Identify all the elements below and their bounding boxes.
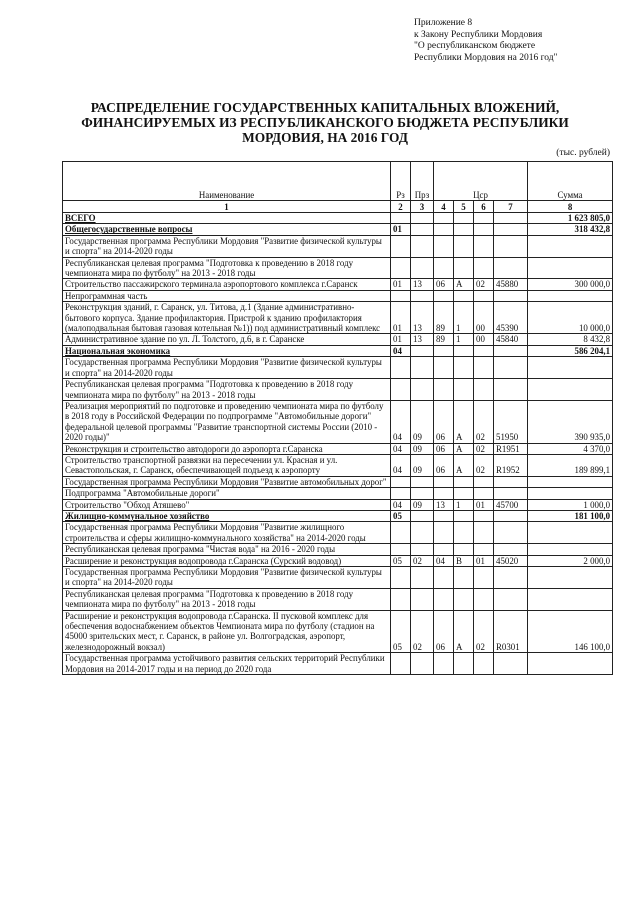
row-sum: 8 432,8 xyxy=(528,334,613,345)
row-prz: 09 xyxy=(411,400,434,443)
row-csr-sub: 1 xyxy=(454,499,474,510)
row-csr-sub xyxy=(454,257,474,279)
row-csr-program xyxy=(434,476,454,487)
row-csr-sub xyxy=(454,213,474,224)
row-csr-sub xyxy=(454,345,474,356)
row-csr-sub: А xyxy=(454,454,474,476)
row-prz: 13 xyxy=(411,334,434,345)
row-rz xyxy=(391,257,411,279)
row-csr-main xyxy=(474,544,494,555)
title-line: МОРДОВИЯ, НА 2016 ГОД xyxy=(242,130,408,145)
row-prz xyxy=(411,357,434,379)
row-csr-direction: R1952 xyxy=(494,454,528,476)
row-csr-main xyxy=(474,522,494,544)
row-sum: 10 000,0 xyxy=(528,302,613,334)
row-csr-program: 06 xyxy=(434,454,454,476)
row-name: Расширение и реконструкция водопровода г.Саранска (Сурский водовод) xyxy=(63,555,391,566)
table-body xyxy=(63,213,613,675)
row-rz xyxy=(391,522,411,544)
row-csr-direction xyxy=(494,290,528,301)
row-csr-sub xyxy=(454,379,474,401)
row-csr-sub xyxy=(454,522,474,544)
row-rz: 05 xyxy=(391,555,411,566)
row-prz xyxy=(411,379,434,401)
row-prz xyxy=(411,290,434,301)
row-rz: 04 xyxy=(391,443,411,454)
table-row xyxy=(63,510,613,521)
row-csr-program xyxy=(434,357,454,379)
row-csr-direction: R1951 xyxy=(494,443,528,454)
row-csr-direction xyxy=(494,257,528,279)
row-csr-sub xyxy=(454,653,474,675)
row-name: Республиканская целевая программа "Подготовка к проведению в 2018 году чемпионата мира по футболу" на 2013 - 2018 годы xyxy=(63,379,391,401)
table-row xyxy=(63,544,613,555)
row-csr-program xyxy=(434,488,454,499)
row-sum xyxy=(528,357,613,379)
row-csr-program xyxy=(434,257,454,279)
appendix-line: Республики Мордовия на 2016 год" xyxy=(414,52,558,63)
table-row xyxy=(63,476,613,487)
row-csr-program: 89 xyxy=(434,302,454,334)
row-csr-program xyxy=(434,653,454,675)
row-rz xyxy=(391,290,411,301)
row-name: Республиканская целевая программа "Подготовка к проведению в 2018 году чемпионата мира по футболу" на 2013 - 2018 годы xyxy=(63,588,391,610)
row-rz xyxy=(391,567,411,589)
row-csr-direction: 51950 xyxy=(494,400,528,443)
row-csr-main xyxy=(474,510,494,521)
table-row xyxy=(63,235,613,257)
row-prz xyxy=(411,653,434,675)
row-csr-sub xyxy=(454,290,474,301)
row-csr-direction xyxy=(494,567,528,589)
row-csr-direction xyxy=(494,588,528,610)
row-prz: 09 xyxy=(411,443,434,454)
row-sum: 390 935,0 xyxy=(528,400,613,443)
appendix-line: Приложение 8 xyxy=(414,18,473,28)
row-csr-main: 01 xyxy=(474,499,494,510)
row-name: Реконструкция зданий, г. Саранск, ул. Титова, д.1 (Здание административно-бытового корпуса. Здание профилактория. Пристрой к зданию профилактория (малоподвальная бытовая газовая котельная №1)) под административный комплекс xyxy=(63,302,391,334)
row-rz: 04 xyxy=(391,345,411,356)
row-name: Подпрограмма "Автомобильные дороги" xyxy=(63,488,391,499)
row-sum xyxy=(528,257,613,279)
column-number: 4 xyxy=(434,201,454,213)
table-row xyxy=(63,334,613,345)
header-prz: Прз xyxy=(411,162,434,201)
row-csr-main xyxy=(474,588,494,610)
row-csr-direction xyxy=(494,379,528,401)
document-title xyxy=(70,100,580,145)
header-sum: Сумма xyxy=(528,162,613,201)
row-csr-direction: 45840 xyxy=(494,334,528,345)
row-name: Государственная программа устойчивого развития сельских территорий Республики Мордовия на 2014-2017 годы и на период до 2020 года xyxy=(63,653,391,675)
table-row xyxy=(63,279,613,290)
row-name: Государственная программа Республики Мордовия "Развитие физической культуры и спорта" на 2014-2020 годы xyxy=(63,357,391,379)
row-rz: 05 xyxy=(391,610,411,653)
row-sum xyxy=(528,235,613,257)
row-sum xyxy=(528,290,613,301)
row-sum xyxy=(528,476,613,487)
row-csr-program xyxy=(434,522,454,544)
row-csr-program xyxy=(434,345,454,356)
row-csr-program xyxy=(434,588,454,610)
table-row xyxy=(63,653,613,675)
row-sum xyxy=(528,488,613,499)
title-line: РАСПРЕДЕЛЕНИЕ ГОСУДАРСТВЕННЫХ КАПИТАЛЬНЫХ ВЛОЖЕНИЙ, xyxy=(90,100,560,115)
row-csr-program: 06 xyxy=(434,443,454,454)
row-csr-main xyxy=(474,567,494,589)
row-sum xyxy=(528,379,613,401)
row-rz xyxy=(391,235,411,257)
row-prz xyxy=(411,588,434,610)
row-csr-direction xyxy=(494,235,528,257)
row-csr-sub xyxy=(454,588,474,610)
row-csr-sub: А xyxy=(454,443,474,454)
column-number-row xyxy=(63,201,613,213)
row-csr-main xyxy=(474,213,494,224)
row-sum: 586 204,1 xyxy=(528,345,613,356)
table-row xyxy=(63,213,613,224)
appendix-line: "О республиканском бюджете xyxy=(414,41,536,51)
row-prz xyxy=(411,235,434,257)
column-number: 6 xyxy=(474,201,494,213)
row-sum: 300 000,0 xyxy=(528,279,613,290)
row-rz xyxy=(391,544,411,555)
row-name: Государственная программа Республики Мордовия "Развитие физической культуры и спорта" на 2014-2020 годы xyxy=(63,235,391,257)
row-sum xyxy=(528,653,613,675)
row-csr-direction: 45700 xyxy=(494,499,528,510)
row-name: Государственная программа Республики Мордовия "Развитие жилищного строительства и сферы жилищно-коммунального хозяйства" на 2014-2020 годы xyxy=(63,522,391,544)
row-csr-main xyxy=(474,357,494,379)
row-csr-main xyxy=(474,488,494,499)
units-note: (тыс. рублей) xyxy=(556,148,610,158)
row-csr-sub: А xyxy=(454,610,474,653)
row-csr-program xyxy=(434,290,454,301)
row-name: Национальная экономика xyxy=(63,345,391,356)
row-sum: 189 899,1 xyxy=(528,454,613,476)
row-csr-sub: В xyxy=(454,555,474,566)
column-number: 1 xyxy=(63,201,391,213)
row-prz xyxy=(411,213,434,224)
row-sum: 1 000,0 xyxy=(528,499,613,510)
row-csr-main: 02 xyxy=(474,279,494,290)
row-prz: 02 xyxy=(411,610,434,653)
row-sum: 146 100,0 xyxy=(528,610,613,653)
row-rz xyxy=(391,357,411,379)
row-prz xyxy=(411,510,434,521)
row-csr-program xyxy=(434,510,454,521)
row-csr-direction: 45880 xyxy=(494,279,528,290)
row-csr-direction xyxy=(494,488,528,499)
table-row xyxy=(63,488,613,499)
row-csr-main xyxy=(474,257,494,279)
row-sum: 4 370,0 xyxy=(528,443,613,454)
row-prz: 02 xyxy=(411,555,434,566)
row-csr-direction xyxy=(494,522,528,544)
row-sum: 1 623 805,0 xyxy=(528,213,613,224)
column-number: 7 xyxy=(494,201,528,213)
row-csr-main xyxy=(474,290,494,301)
row-csr-main xyxy=(474,224,494,235)
row-csr-sub: А xyxy=(454,279,474,290)
row-sum: 318 432,8 xyxy=(528,224,613,235)
row-csr-sub xyxy=(454,510,474,521)
row-csr-direction xyxy=(494,357,528,379)
table-row xyxy=(63,454,613,476)
row-csr-sub: 1 xyxy=(454,334,474,345)
row-csr-direction xyxy=(494,510,528,521)
row-csr-sub xyxy=(454,488,474,499)
row-csr-sub: А xyxy=(454,400,474,443)
column-number: 2 xyxy=(391,201,411,213)
row-csr-direction: 45390 xyxy=(494,302,528,334)
row-csr-direction xyxy=(494,213,528,224)
row-rz xyxy=(391,588,411,610)
row-name: Реконструкция и строительство автодороги до аэропорта г.Саранска xyxy=(63,443,391,454)
row-csr-direction xyxy=(494,476,528,487)
row-csr-direction xyxy=(494,345,528,356)
row-csr-direction xyxy=(494,224,528,235)
row-csr-main: 01 xyxy=(474,555,494,566)
row-csr-program: 89 xyxy=(434,334,454,345)
row-csr-program xyxy=(434,213,454,224)
row-name: Расширение и реконструкция водопровода г.Саранска. II пусковой комплекс для обеспечения водоснабжением объектов Чемпионата мира по футболу (стадион на 45000 зрительских мест, г. Саранск, в районе ул. Волгоградская, аэропорт, железнодорожный вокзал) xyxy=(63,610,391,653)
row-csr-main xyxy=(474,653,494,675)
row-prz xyxy=(411,345,434,356)
row-prz xyxy=(411,257,434,279)
appendix-line: к Закону Республики Мордовия xyxy=(414,29,543,40)
table-row xyxy=(63,443,613,454)
table-row xyxy=(63,400,613,443)
table-row xyxy=(63,379,613,401)
row-name: Административное здание по ул. Л. Толстого, д.6, в г. Саранске xyxy=(63,334,391,345)
table-row xyxy=(63,302,613,334)
row-sum xyxy=(528,522,613,544)
row-name: Строительство пассажирского терминала аэропортового комплекса г.Саранск xyxy=(63,279,391,290)
header-rz: Рз xyxy=(391,162,411,201)
row-csr-program: 13 xyxy=(434,499,454,510)
row-rz: 04 xyxy=(391,454,411,476)
header-name: Наименование xyxy=(63,162,391,201)
row-csr-sub: 1 xyxy=(454,302,474,334)
column-number: 8 xyxy=(528,201,613,213)
row-rz xyxy=(391,488,411,499)
row-csr-program: 06 xyxy=(434,400,454,443)
row-rz xyxy=(391,653,411,675)
row-name: Государственная программа Республики Мордовия "Развитие автомобильных дорог" xyxy=(63,476,391,487)
row-rz: 01 xyxy=(391,224,411,235)
row-prz: 13 xyxy=(411,302,434,334)
row-prz xyxy=(411,476,434,487)
row-csr-main: 02 xyxy=(474,443,494,454)
row-csr-main: 02 xyxy=(474,454,494,476)
row-name: Строительство "Обход Атяшево" xyxy=(63,499,391,510)
row-name: Строительство транспортной развязки на пересечении ул. Красная и ул. Севастопольская, г. Саранск, обеспечивающей подъезд к аэропорту xyxy=(63,454,391,476)
table-row xyxy=(63,357,613,379)
row-rz: 01 xyxy=(391,279,411,290)
table-row xyxy=(63,555,613,566)
row-sum xyxy=(528,544,613,555)
row-csr-main: 00 xyxy=(474,302,494,334)
row-csr-direction xyxy=(494,544,528,555)
row-csr-sub xyxy=(454,544,474,555)
row-prz: 09 xyxy=(411,454,434,476)
row-prz xyxy=(411,488,434,499)
row-csr-main: 02 xyxy=(474,400,494,443)
table-row xyxy=(63,567,613,589)
row-prz: 13 xyxy=(411,279,434,290)
row-csr-program: 04 xyxy=(434,555,454,566)
row-name: Республиканская целевая программа "Чистая вода" на 2016 - 2020 годы xyxy=(63,544,391,555)
row-name: Непрограммная часть xyxy=(63,290,391,301)
row-rz: 01 xyxy=(391,334,411,345)
row-name: Жилищно-коммунальное хозяйство xyxy=(63,510,391,521)
row-prz xyxy=(411,544,434,555)
table-row xyxy=(63,290,613,301)
row-csr-program xyxy=(434,224,454,235)
row-prz: 09 xyxy=(411,499,434,510)
column-number: 3 xyxy=(411,201,434,213)
row-csr-program xyxy=(434,235,454,257)
row-sum xyxy=(528,588,613,610)
row-csr-main: 00 xyxy=(474,334,494,345)
table-row xyxy=(63,499,613,510)
row-prz xyxy=(411,522,434,544)
title-line: ФИНАНСИРУЕМЫХ ИЗ РЕСПУБЛИКАНСКОГО БЮДЖЕТА РЕСПУБЛИКИ xyxy=(81,115,569,130)
table-row xyxy=(63,224,613,235)
row-csr-sub xyxy=(454,567,474,589)
row-csr-main xyxy=(474,379,494,401)
row-csr-main xyxy=(474,476,494,487)
row-csr-program: 06 xyxy=(434,610,454,653)
row-csr-sub xyxy=(454,235,474,257)
row-csr-direction: 45020 xyxy=(494,555,528,566)
row-name: ВСЕГО xyxy=(63,213,391,224)
row-sum: 181 100,0 xyxy=(528,510,613,521)
row-csr-program: 06 xyxy=(434,279,454,290)
table-row xyxy=(63,257,613,279)
row-sum: 2 000,0 xyxy=(528,555,613,566)
row-rz xyxy=(391,379,411,401)
column-number: 5 xyxy=(454,201,474,213)
row-csr-main: 02 xyxy=(474,610,494,653)
row-name: Общегосударственные вопросы xyxy=(63,224,391,235)
budget-table xyxy=(62,161,613,675)
row-rz: 05 xyxy=(391,510,411,521)
row-csr-sub xyxy=(454,476,474,487)
row-rz xyxy=(391,213,411,224)
row-csr-direction xyxy=(494,653,528,675)
header-csr: Цср xyxy=(434,162,528,201)
table-row xyxy=(63,522,613,544)
table-row xyxy=(63,610,613,653)
row-csr-program xyxy=(434,567,454,589)
table-row xyxy=(63,345,613,356)
row-name: Республиканская целевая программа "Подготовка к проведению в 2018 году чемпионата мира по футболу" на 2013 - 2018 годы xyxy=(63,257,391,279)
row-name: Государственная программа Республики Мордовия "Развитие физической культуры и спорта" на 2014-2020 годы xyxy=(63,567,391,589)
row-name: Реализация мероприятий по подготовке и проведению чемпионата мира по футболу в 2018 году в Российской Федерации по подпрограмме "Автомобильные дороги" федеральной целевой программы "Развитие транспортной системы России (2010 - 2020 годы)" xyxy=(63,400,391,443)
row-csr-sub xyxy=(454,357,474,379)
row-csr-main xyxy=(474,235,494,257)
row-csr-program xyxy=(434,544,454,555)
row-rz: 04 xyxy=(391,400,411,443)
row-sum xyxy=(528,567,613,589)
row-csr-program xyxy=(434,379,454,401)
appendix-reference xyxy=(414,18,624,64)
row-csr-sub xyxy=(454,224,474,235)
row-rz: 01 xyxy=(391,302,411,334)
row-rz xyxy=(391,476,411,487)
table-header-row xyxy=(63,162,613,201)
row-prz xyxy=(411,567,434,589)
row-csr-main xyxy=(474,345,494,356)
row-rz: 04 xyxy=(391,499,411,510)
table-row xyxy=(63,588,613,610)
row-csr-direction: R0301 xyxy=(494,610,528,653)
row-prz xyxy=(411,224,434,235)
